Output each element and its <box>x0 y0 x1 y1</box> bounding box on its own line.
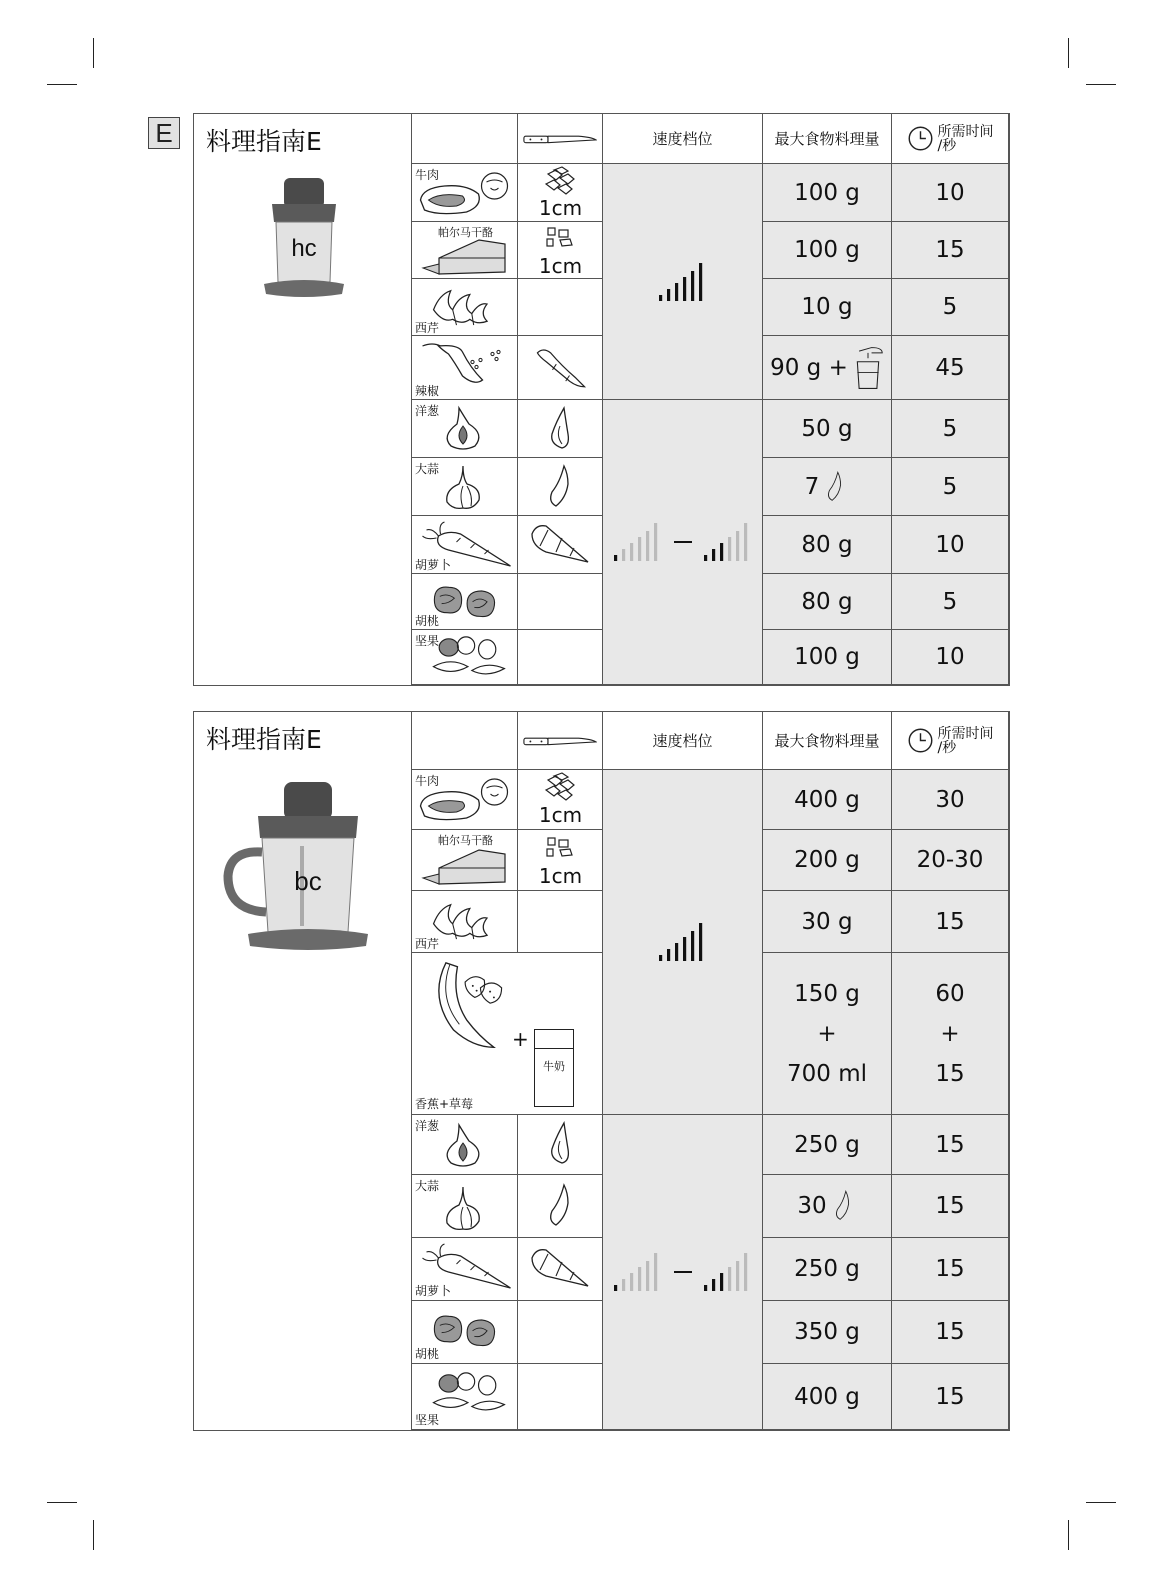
amount: 80 g <box>763 516 892 574</box>
food-label: 洋葱 <box>415 404 440 418</box>
clove-icon <box>540 462 580 512</box>
amount: 100 g <box>763 222 892 279</box>
chopper-hc-image <box>254 174 354 302</box>
chunks-icon <box>542 836 582 862</box>
amount: 10 g <box>763 279 892 336</box>
table-row <box>411 516 1009 574</box>
amount: 200 g <box>763 830 892 891</box>
table-row <box>411 630 1009 685</box>
crop-mark <box>93 1520 94 1550</box>
amount: 250 g <box>763 1238 892 1301</box>
header-food-cell <box>411 712 518 770</box>
time: 10 <box>892 630 1009 685</box>
header-speed: 速度档位 <box>603 712 763 770</box>
section-badge: E <box>148 117 180 149</box>
crop-mark <box>1068 38 1069 68</box>
chunks-icon <box>542 226 582 252</box>
clove-icon <box>821 468 849 506</box>
header-food-cell <box>411 114 518 164</box>
time: 5 <box>892 279 1009 336</box>
table-row <box>411 830 1009 891</box>
header-time <box>892 114 1009 164</box>
header-time-label: 所需时间 <box>937 123 994 140</box>
food-label: 西芹 <box>415 321 440 335</box>
food-label: 洋葱 <box>415 1119 440 1133</box>
guide-hc <box>193 113 1010 686</box>
food-label: 坚果 <box>415 634 440 648</box>
amount: 100 g <box>763 630 892 685</box>
cut-size: 1cm <box>538 864 583 888</box>
water-icon <box>852 345 884 391</box>
plus-sign: + <box>512 1027 529 1051</box>
amount: 30 g <box>763 891 892 953</box>
amount: 7 <box>804 473 820 500</box>
table-row <box>411 164 1009 222</box>
walnut-icon <box>426 1309 510 1349</box>
amount: 350 g <box>763 1301 892 1364</box>
table-row <box>411 891 1009 953</box>
time: 15 <box>892 1238 1009 1301</box>
onion-icon <box>418 1121 510 1171</box>
guide-bc <box>193 711 1010 1431</box>
time: 30 <box>892 770 1009 830</box>
time: 20-30 <box>892 830 1009 891</box>
cut-size: 1cm <box>538 803 583 827</box>
header-row <box>411 712 1009 770</box>
table-row <box>411 1175 1009 1238</box>
table-row <box>411 1238 1009 1301</box>
clove-icon <box>829 1187 857 1225</box>
time: 45 <box>892 336 1009 400</box>
food-label: 帕尔马干酪 <box>438 834 493 847</box>
table-row <box>411 458 1009 516</box>
table-row <box>411 574 1009 630</box>
carrot-cut-icon <box>526 1244 596 1294</box>
time-plus: + <box>940 1020 960 1047</box>
header-time-unit: /秒 <box>937 137 957 154</box>
time: 15 <box>892 1364 1009 1430</box>
cubes-icon <box>540 772 580 802</box>
amount: 30 <box>797 1193 827 1219</box>
clock-icon <box>907 125 934 152</box>
time: 10 <box>892 164 1009 222</box>
cheese-icon <box>418 844 510 888</box>
guide-title: 料理指南E <box>206 127 322 156</box>
milk-label: 牛奶 <box>543 1060 565 1073</box>
food-label: 大蒜 <box>415 1179 440 1193</box>
table-row <box>411 1301 1009 1364</box>
food-label: 帕尔马干酪 <box>438 226 493 239</box>
garlic-icon <box>418 1183 510 1233</box>
table-row <box>411 279 1009 336</box>
nuts-icon <box>422 634 512 682</box>
table-row <box>411 1115 1009 1175</box>
cheese-icon <box>418 234 510 278</box>
header-time <box>892 712 1009 770</box>
banana-strawberry-icon <box>424 959 512 1055</box>
food-label: 西芹 <box>415 937 440 951</box>
amount: 80 g <box>763 574 892 630</box>
food-label: 牛肉 <box>415 774 440 788</box>
time: 10 <box>892 516 1009 574</box>
beef-icon <box>416 776 512 824</box>
crop-mark <box>47 84 77 85</box>
header-knife-cell <box>518 114 603 164</box>
time: 15 <box>892 222 1009 279</box>
guide-title: 料理指南E <box>206 725 322 754</box>
table-row <box>411 770 1009 830</box>
blender-bc-image <box>216 776 376 962</box>
amount: 90 g + <box>770 354 848 381</box>
cut-size: 1cm <box>538 254 583 278</box>
crop-mark <box>1068 1520 1069 1550</box>
knife-icon <box>523 132 597 146</box>
amount-plus: + <box>817 1020 837 1047</box>
food-label: 胡萝卜 <box>415 558 452 572</box>
header-row <box>411 114 1009 164</box>
beef-icon <box>416 170 512 218</box>
milk-carton <box>534 1029 574 1107</box>
food-label: 胡桃 <box>415 1347 440 1361</box>
time: 15 <box>892 1301 1009 1364</box>
food-label: 胡萝卜 <box>415 1284 452 1298</box>
amount: 700 ml <box>786 1060 867 1087</box>
cubes-icon <box>540 166 580 196</box>
time: 15 <box>892 1115 1009 1175</box>
header-speed: 速度档位 <box>603 114 763 164</box>
time: 15 <box>935 1060 965 1087</box>
food-label: 香蕉+草莓 <box>415 1097 474 1111</box>
time: 15 <box>892 891 1009 953</box>
table-row <box>411 222 1009 279</box>
onion-cut-icon <box>540 1119 580 1169</box>
time: 5 <box>892 574 1009 630</box>
food-label: 大蒜 <box>415 462 440 476</box>
food-label: 辣椒 <box>415 384 440 398</box>
crop-mark <box>1086 1502 1116 1503</box>
onion-icon <box>418 404 510 454</box>
time: 60 <box>935 980 965 1007</box>
header-knife-cell <box>518 712 603 770</box>
onion-cut-icon <box>540 404 580 454</box>
clock-icon <box>907 727 934 754</box>
amount: 150 g <box>794 980 860 1007</box>
table-row <box>411 336 1009 400</box>
table-row <box>411 400 1009 458</box>
header-max-amount: 最大食物料理量 <box>763 114 892 164</box>
amount: 100 g <box>763 164 892 222</box>
crop-mark <box>93 38 94 68</box>
knife-icon <box>523 734 597 748</box>
time: 5 <box>892 458 1009 516</box>
food-label: 胡桃 <box>415 614 440 628</box>
chili-cut-icon <box>528 342 594 392</box>
header-time-label: 所需时间 <box>937 725 994 742</box>
header-max-amount: 最大食物料理量 <box>763 712 892 770</box>
appliance-label: bc <box>294 866 322 896</box>
time: 15 <box>892 1175 1009 1238</box>
carrot-cut-icon <box>526 520 596 570</box>
crop-mark <box>1086 84 1116 85</box>
header-time-unit: /秒 <box>937 739 957 756</box>
amount: 250 g <box>763 1115 892 1175</box>
table-row <box>411 1364 1009 1430</box>
appliance-label: hc <box>291 235 317 262</box>
clove-icon <box>540 1181 580 1231</box>
garlic-icon <box>418 462 510 512</box>
food-label: 坚果 <box>415 1413 440 1427</box>
cut-size: 1cm <box>538 196 583 220</box>
amount: 400 g <box>763 1364 892 1430</box>
table-row <box>411 953 1009 1115</box>
amount: 50 g <box>763 400 892 458</box>
food-label: 牛肉 <box>415 168 440 182</box>
time: 5 <box>892 400 1009 458</box>
amount: 400 g <box>763 770 892 830</box>
crop-mark <box>47 1502 77 1503</box>
